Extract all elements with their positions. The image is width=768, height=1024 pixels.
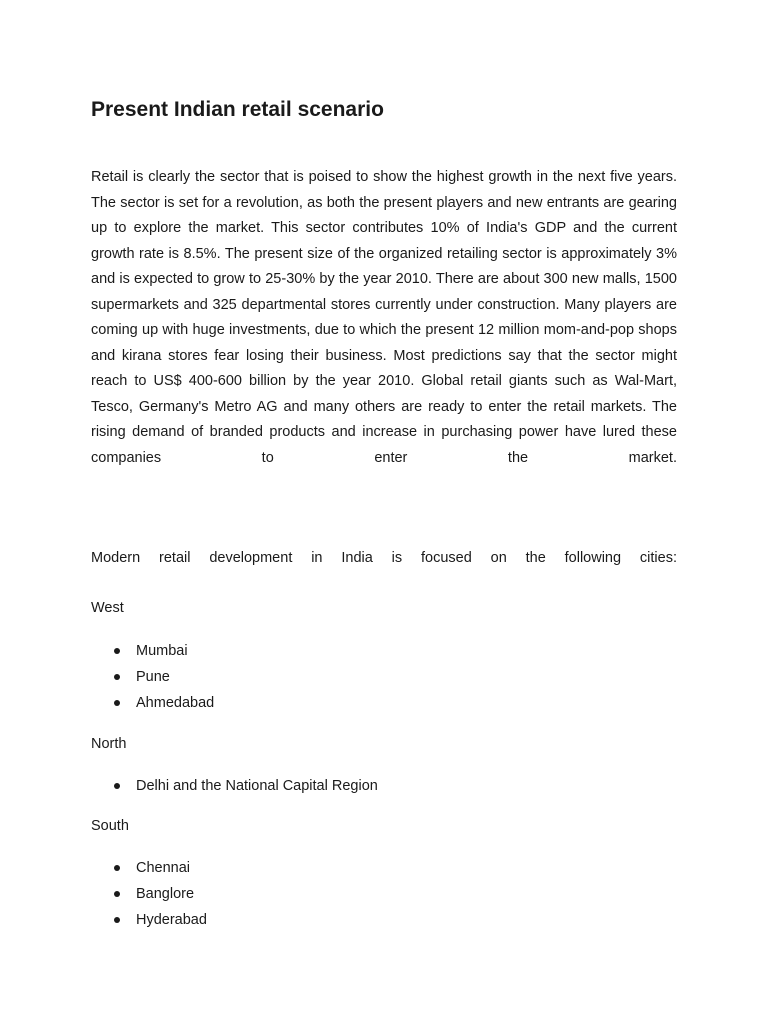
- bullet-icon: [114, 700, 120, 706]
- city-name: Delhi and the National Capital Region: [136, 778, 378, 794]
- cities-intro: Modern retail development in India is focused on the following cities:: [91, 550, 677, 566]
- city-list-south: [91, 855, 207, 933]
- bullet-icon: [114, 917, 120, 923]
- region-label-west: West: [91, 600, 124, 616]
- city-list-north: [91, 773, 378, 799]
- list-item: [91, 773, 378, 799]
- bullet-icon: [114, 865, 120, 871]
- city-list-west: [91, 638, 214, 716]
- bullet-icon: [114, 783, 120, 789]
- list-item: [91, 855, 207, 881]
- list-item: [91, 907, 207, 933]
- body-paragraph: Retail is clearly the sector that is poised to show the highest growth in the next five years. The sector is set for a revolution, as both the present players and new entrants are gearing up to explore the market. This sector contributes 10% of India's GDP and the current growth rate is 8.5%. The present size of the organized retailing sector is approximately 3% and is expected to grow to 25-30% by the year 2010. There are about 300 new malls, 1500 supermarkets and 325 departmental stores currently under construction. Many players are coming up with huge investments, due to which the present 12 million mom-and-pop shops and kirana stores fear losing their business. Most predictions say that the sector might reach to US$ 400-600 billion by the year 2010. Global retail giants such as Wal-Mart, Tesco, Germany's Metro AG and many others are ready to enter the retail markets. The rising demand of branded products and increase in purchasing power have lured these companies to enter the market.: [91, 169, 677, 466]
- city-name: Pune: [136, 669, 170, 685]
- city-name: Banglore: [136, 886, 195, 902]
- city-name: Chennai: [136, 860, 191, 876]
- city-name: Hyderabad: [136, 912, 207, 928]
- city-name: Ahmedabad: [136, 695, 215, 711]
- list-item: [91, 638, 214, 664]
- list-item: [91, 690, 214, 716]
- city-name: Mumbai: [136, 643, 188, 659]
- list-item: [91, 664, 214, 690]
- region-label-south: South: [91, 818, 129, 834]
- list-item: [91, 881, 207, 907]
- bullet-icon: [114, 648, 120, 654]
- bullet-icon: [114, 891, 120, 897]
- region-label-north: North: [91, 736, 127, 752]
- page-title: Present Indian retail scenario: [91, 98, 384, 121]
- bullet-icon: [114, 674, 120, 680]
